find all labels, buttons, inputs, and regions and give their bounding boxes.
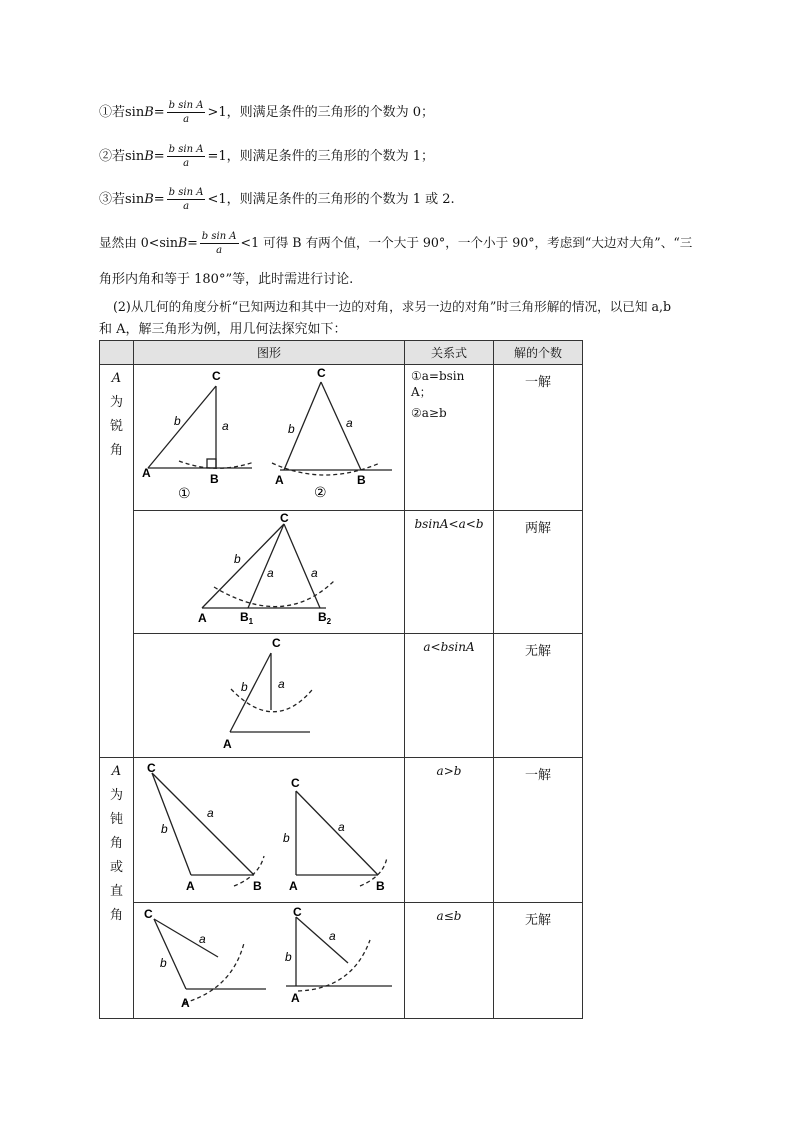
vertex-C-label: C (293, 905, 302, 919)
side-a-label: a (207, 806, 214, 820)
table-row (100, 634, 583, 758)
figure-cell (134, 903, 405, 1019)
paragraph-2-line-2: 和 A，解三角形为例，用几何法探究如下： (99, 322, 347, 337)
group-label-char: 角 (109, 836, 123, 851)
group-label-char: 或 (109, 860, 123, 875)
side-b-label: b (283, 831, 290, 845)
side-a-label: a (278, 677, 285, 691)
vertex-C-label: C (291, 776, 300, 790)
header-relation: 关系式 (405, 341, 494, 365)
figure-cell (134, 634, 405, 758)
figure-cell (134, 511, 405, 634)
case-1-eq: = (153, 105, 165, 120)
group-label-char: 角 (109, 443, 123, 458)
side-a-label: a (222, 419, 229, 433)
case-3-eq: = (153, 192, 165, 207)
figure-obtuse-no-solution (134, 903, 404, 1014)
solution-count: 一解 (494, 758, 583, 903)
fraction-numerator: b sin A (168, 144, 204, 155)
side-b-label: b (241, 680, 248, 694)
side-a-label: a (311, 566, 318, 580)
case-2-eq: = (153, 149, 165, 164)
fraction-numerator: b sin A (201, 231, 237, 242)
relation-cell: a>b (405, 758, 494, 903)
vertex-A-label: A (181, 996, 190, 1010)
paragraph-1-eq: = (187, 235, 198, 250)
vertex-A-label: A (275, 473, 284, 487)
fraction-numerator: b sin A (168, 100, 204, 111)
vertex-C-label: C (144, 907, 153, 921)
table-row (100, 365, 583, 511)
figure-obtuse-one-solution (134, 758, 404, 898)
vertex-B1-label: $B_1$ (240, 610, 254, 626)
paragraph-1-line-1 (99, 230, 692, 257)
fraction-denominator: a (183, 201, 190, 212)
vertex-C-label: C (212, 369, 221, 383)
relation-cell (405, 365, 494, 511)
header-empty (100, 341, 134, 365)
fraction-denominator: a (216, 245, 223, 256)
side-b-label: b (288, 422, 295, 436)
solution-count: 无解 (494, 903, 583, 1019)
table-row (100, 758, 583, 903)
relation-text: ①a=bsin A； (411, 369, 465, 399)
figure-acute-no-solution (134, 634, 404, 753)
vertex-B-label: B (253, 879, 262, 893)
side-a-label: a (199, 932, 206, 946)
case-3-var: B (144, 192, 154, 207)
solution-count: 两解 (494, 511, 583, 634)
relation-text: ②a≥b (411, 406, 447, 420)
group-label-char: 直 (109, 884, 123, 899)
vertex-B2-label: $B_2$ (318, 610, 332, 626)
fraction-denominator: a (183, 158, 190, 169)
side-b-label: b (174, 414, 181, 428)
side-b-label: b (285, 950, 292, 964)
vertex-A-label: A (223, 737, 232, 751)
vertex-A-label: A (291, 991, 300, 1005)
side-b-label: b (160, 956, 167, 970)
case-1-fraction (167, 99, 206, 126)
side-b-label: b (234, 552, 241, 566)
group-label-char: A (111, 764, 122, 779)
solution-count: 一解 (494, 365, 583, 511)
figure-cell (134, 758, 405, 903)
paragraph-1-var: B (177, 235, 188, 250)
vertex-A-label: A (186, 879, 195, 893)
side-a-label: a (329, 929, 336, 943)
vertex-C-label: C (317, 366, 326, 380)
relation-cell: a<bsinA (405, 634, 494, 758)
paragraph-1-prefix: 显然由 0<sin (99, 235, 178, 250)
vertex-C-label: C (147, 761, 156, 775)
figure-mark-2: ② (314, 484, 327, 500)
case-1-prefix: ①若sin (99, 105, 145, 120)
table-row (100, 511, 583, 634)
group-label-char: 锐 (109, 419, 123, 434)
figure-mark-1: ① (178, 485, 191, 501)
vertex-A-label: A (142, 466, 151, 480)
case-3-line (99, 186, 455, 213)
vertex-C-label: C (272, 636, 281, 650)
case-2-text: =1，则满足条件的三角形的个数为 1； (207, 149, 435, 164)
side-a-label: a (346, 416, 353, 430)
figure-acute-one-solution (134, 365, 404, 506)
relation-cell: bsinA<a<b (405, 511, 494, 634)
case-2-fraction (167, 143, 206, 170)
paragraph-1-text: <1 可得 B 有两个值，一个大于 90°，一个小于 90°，考虑到“大边对大角”、“三 (240, 235, 693, 250)
vertex-A-label: A (289, 879, 298, 893)
group-obtuse-label (100, 758, 134, 1019)
group-label-char: 钝 (109, 812, 123, 827)
case-1-line (99, 99, 434, 126)
vertex-C-label: C (280, 511, 289, 525)
group-label-char: 为 (109, 788, 123, 803)
case-3-text: <1，则满足条件的三角形的个数为 1 或 2. (207, 192, 455, 207)
group-label-char: 为 (109, 395, 123, 410)
table-header-row (100, 341, 583, 365)
group-acute-label (100, 365, 134, 758)
case-1-var: B (144, 105, 154, 120)
paragraph-2-line-1: (2)从几何的角度分析“已知两边和其中一边的对角，求另一边的对角”时三角形解的情况，以已知 a,b (113, 299, 672, 314)
group-label-char: 角 (109, 908, 123, 923)
vertex-B-label: B (376, 879, 385, 893)
case-1-text: >1，则满足条件的三角形的个数为 0； (207, 105, 435, 120)
solution-count: 无解 (494, 634, 583, 758)
vertex-B-label: B (357, 473, 366, 487)
table-row (100, 903, 583, 1019)
relation-cell: a≤b (405, 903, 494, 1019)
paragraph-1-line-2: 角形内角和等于 180°”等，此时需进行讨论. (99, 272, 354, 287)
case-3-prefix: ③若sin (99, 192, 145, 207)
side-a-label: a (267, 566, 274, 580)
solution-table (99, 340, 583, 1019)
fraction-numerator: b sin A (168, 187, 204, 198)
figure-acute-two-solutions (134, 511, 404, 629)
side-a-label: a (338, 820, 345, 834)
figure-cell (134, 365, 405, 511)
vertex-B-label: B (210, 472, 219, 486)
case-3-fraction (167, 186, 206, 213)
group-label-char: A (111, 371, 122, 386)
header-figure: 图形 (134, 341, 405, 365)
vertex-A-label: A (198, 611, 207, 625)
case-2-var: B (144, 149, 154, 164)
fraction-denominator: a (183, 114, 190, 125)
case-2-line (99, 143, 434, 170)
paragraph-1-fraction (200, 230, 239, 257)
header-count: 解的个数 (494, 341, 583, 365)
side-b-label: b (161, 822, 168, 836)
case-2-prefix: ②若sin (99, 149, 145, 164)
